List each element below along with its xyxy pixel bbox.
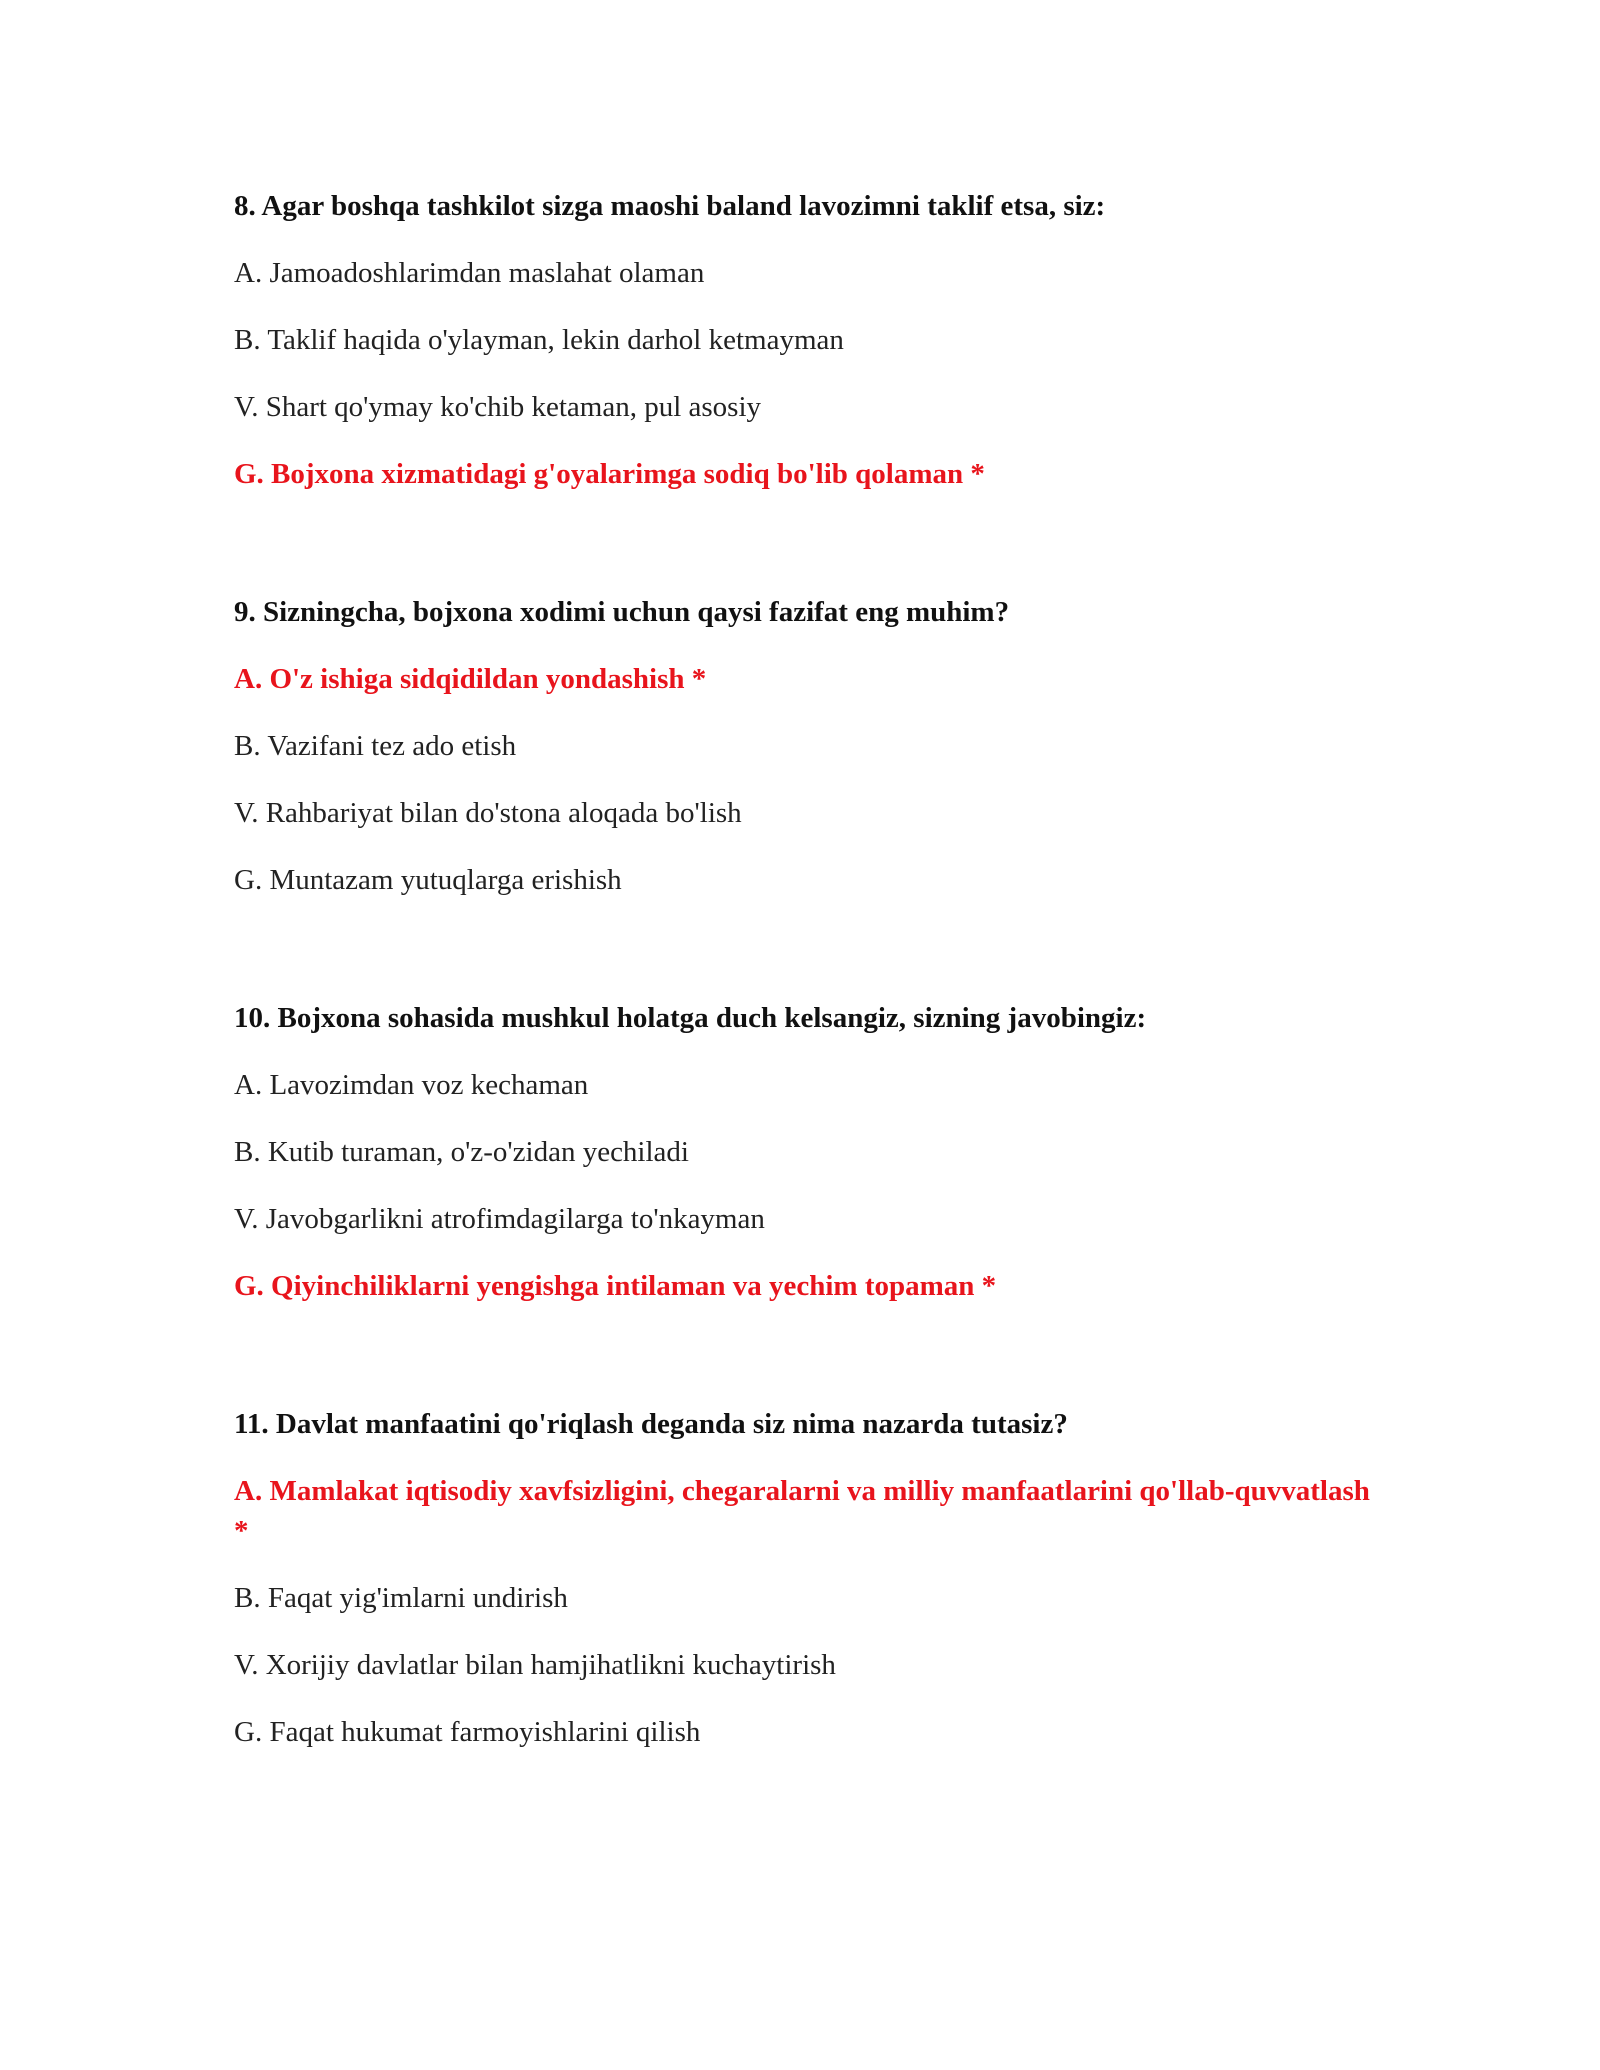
answer-option-v: V. Rahbariyat bilan do'stona aloqada bo'lish bbox=[234, 797, 742, 829]
correct-answer-option-a: A. O'z ishiga sidqidildan yondashish * bbox=[234, 663, 707, 695]
answer-option-v: V. Shart qo'ymay ko'chib ketaman, pul asosiy bbox=[234, 391, 762, 423]
question-title: 8. Agar boshqa tashkilot sizga maoshi baland lavozimni taklif etsa, siz: bbox=[234, 190, 1106, 222]
answer-option-v: V. Javobgarlikni atrofimdagilarga to'nkayman bbox=[234, 1203, 765, 1235]
question-8 bbox=[234, 186, 1374, 494]
answer-option-b: B. Taklif haqida o'ylayman, lekin darhol ketmayman bbox=[234, 324, 844, 356]
answer-option-v: V. Xorijiy davlatlar bilan hamjihatlikni kuchaytirish bbox=[234, 1649, 836, 1681]
question-title: 9. Sizningcha, bojxona xodimi uchun qaysi fazifat eng muhim? bbox=[234, 596, 1010, 628]
answer-option-b: B. Kutib turaman, o'z-o'zidan yechiladi bbox=[234, 1136, 689, 1168]
answer-option-a: A. Jamoadoshlarimdan maslahat olaman bbox=[234, 257, 705, 289]
answer-option-g: G. Muntazam yutuqlarga erishish bbox=[234, 864, 622, 896]
answer-option-a: A. Lavozimdan voz kechaman bbox=[234, 1069, 589, 1101]
correct-answer-option-a: A. Mamlakat iqtisodiy xavfsizligini, chegaralarni va milliy manfaatlarini qo'llab-quvvatlash * bbox=[234, 1475, 1370, 1547]
answer-option-b: B. Faqat yig'imlarni undirish bbox=[234, 1582, 568, 1614]
question-9 bbox=[234, 592, 1374, 900]
answer-option-g: G. Faqat hukumat farmoyishlarini qilish bbox=[234, 1716, 701, 1748]
question-11 bbox=[234, 1404, 1374, 1752]
correct-answer-option-g: G. Bojxona xizmatidagi g'oyalarimga sodiq bo'lib qolaman * bbox=[234, 458, 985, 490]
correct-answer-option-g: G. Qiyinchiliklarni yengishga intilaman va yechim topaman * bbox=[234, 1270, 997, 1302]
question-title: 10. Bojxona sohasida mushkul holatga duch kelsangiz, sizning javobingiz: bbox=[234, 1002, 1147, 1034]
question-10 bbox=[234, 998, 1374, 1306]
question-title: 11. Davlat manfaatini qo'riqlash deganda siz nima nazarda tutasiz? bbox=[234, 1408, 1068, 1440]
answer-option-b: B. Vazifani tez ado etish bbox=[234, 730, 517, 762]
